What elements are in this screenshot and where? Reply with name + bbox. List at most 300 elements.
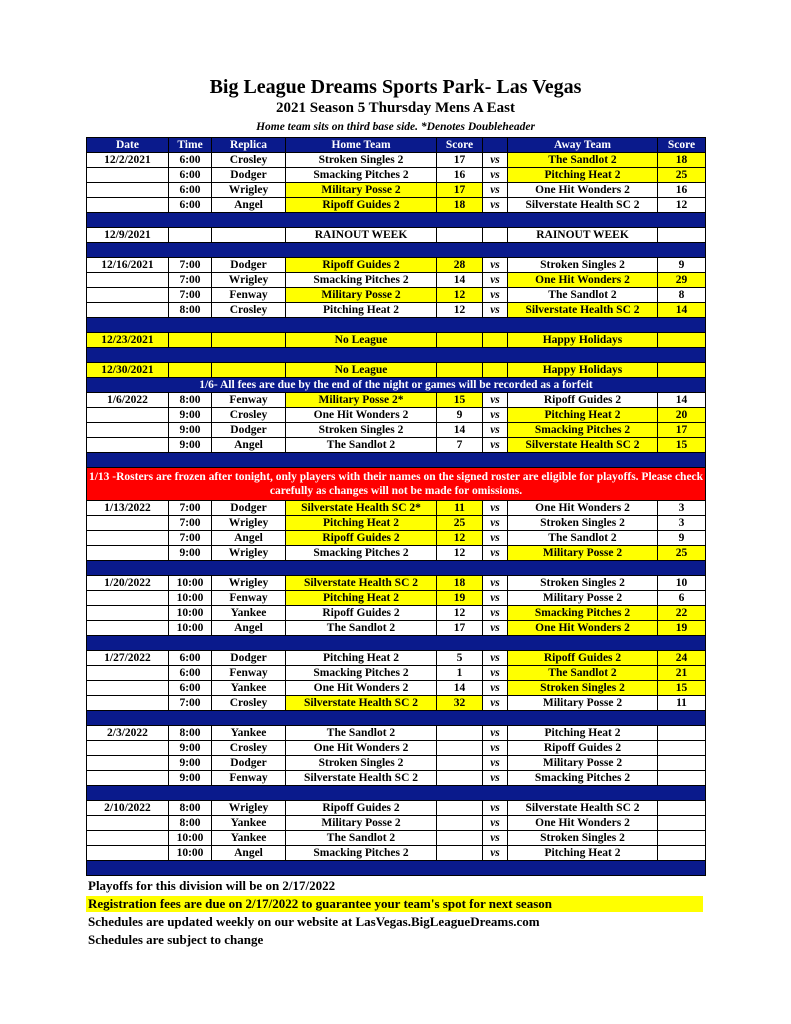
date-cell xyxy=(87,666,169,681)
away-score-cell xyxy=(658,726,706,741)
replica-cell: Yankee xyxy=(212,816,286,831)
game-row xyxy=(87,816,706,831)
away-team-cell: Military Posse 2 xyxy=(508,546,658,561)
game-row xyxy=(87,666,706,681)
replica-cell: Fenway xyxy=(212,393,286,408)
away-score-cell xyxy=(658,741,706,756)
vs-cell: vs xyxy=(483,393,508,408)
time-cell: 7:00 xyxy=(169,258,212,273)
notice-text: 1/6- All fees are due by the end of the night or games will be recorded as a forfeit xyxy=(87,378,706,393)
separator-row xyxy=(87,636,706,651)
time-cell: 6:00 xyxy=(169,651,212,666)
game-row xyxy=(87,771,706,786)
date-cell xyxy=(87,846,169,861)
date-cell: 1/20/2022 xyxy=(87,576,169,591)
separator-cell xyxy=(87,636,706,651)
date-cell xyxy=(87,273,169,288)
home-score-cell: 12 xyxy=(437,288,483,303)
game-row xyxy=(87,258,706,273)
replica-cell: Yankee xyxy=(212,831,286,846)
home-score-cell xyxy=(437,771,483,786)
page-title: Big League Dreams Sports Park- Las Vegas xyxy=(209,76,582,98)
replica-cell: Angel xyxy=(212,621,286,636)
date-cell: 12/30/2021 xyxy=(87,363,169,378)
home-score-cell: 32 xyxy=(437,696,483,711)
home-score-cell xyxy=(437,228,483,243)
game-row xyxy=(87,621,706,636)
separator-cell xyxy=(87,561,706,576)
time-cell: 10:00 xyxy=(169,621,212,636)
away-score-cell xyxy=(658,756,706,771)
away-team-cell: The Sandlot 2 xyxy=(508,153,658,168)
replica-cell: Wrigley xyxy=(212,576,286,591)
home-score-cell xyxy=(437,816,483,831)
home-score-cell xyxy=(437,726,483,741)
holiday-row xyxy=(87,333,706,348)
replica-cell: Dodger xyxy=(212,168,286,183)
schedule-table xyxy=(86,137,706,876)
away-score-cell: 17 xyxy=(658,423,706,438)
game-row xyxy=(87,153,706,168)
vs-cell: vs xyxy=(483,546,508,561)
game-row xyxy=(87,183,706,198)
time-cell: 6:00 xyxy=(169,681,212,696)
vs-cell: vs xyxy=(483,606,508,621)
date-cell: 1/27/2022 xyxy=(87,651,169,666)
home-score-cell: 15 xyxy=(437,393,483,408)
away-score-cell: 11 xyxy=(658,696,706,711)
replica-cell: Yankee xyxy=(212,726,286,741)
home-team-cell: Pitching Heat 2 xyxy=(286,303,437,318)
separator-row xyxy=(87,861,706,876)
date-cell xyxy=(87,183,169,198)
away-team-cell: One Hit Wonders 2 xyxy=(508,183,658,198)
away-team-cell: Stroken Singles 2 xyxy=(508,258,658,273)
away-score-cell: 3 xyxy=(658,516,706,531)
away-team-cell: RAINOUT WEEK xyxy=(508,228,658,243)
away-team-cell: Ripoff Guides 2 xyxy=(508,651,658,666)
home-score-cell xyxy=(437,831,483,846)
home-score-cell: 14 xyxy=(437,681,483,696)
schedule-header-row xyxy=(87,138,706,153)
home-score-cell: 17 xyxy=(437,153,483,168)
time-cell: 8:00 xyxy=(169,393,212,408)
replica-cell xyxy=(212,333,286,348)
date-cell xyxy=(87,198,169,213)
vs-cell: vs xyxy=(483,501,508,516)
game-row xyxy=(87,651,706,666)
vs-cell: vs xyxy=(483,153,508,168)
vs-cell: vs xyxy=(483,591,508,606)
vs-cell: vs xyxy=(483,288,508,303)
home-team-cell: Silverstate Health SC 2 xyxy=(286,576,437,591)
game-row xyxy=(87,198,706,213)
time-cell: 9:00 xyxy=(169,756,212,771)
home-team-cell: Ripoff Guides 2 xyxy=(286,606,437,621)
away-score-cell: 19 xyxy=(658,621,706,636)
away-score-cell: 12 xyxy=(658,198,706,213)
away-score-cell xyxy=(658,816,706,831)
date-cell: 12/2/2021 xyxy=(87,153,169,168)
away-score-cell: 14 xyxy=(658,393,706,408)
home-team-cell: Ripoff Guides 2 xyxy=(286,258,437,273)
time-cell: 8:00 xyxy=(169,801,212,816)
game-row xyxy=(87,516,706,531)
game-row xyxy=(87,168,706,183)
game-row xyxy=(87,408,706,423)
home-team-cell: One Hit Wonders 2 xyxy=(286,741,437,756)
home-team-cell: The Sandlot 2 xyxy=(286,726,437,741)
away-score-cell: 18 xyxy=(658,153,706,168)
home-score-cell xyxy=(437,846,483,861)
away-team-cell: Smacking Pitches 2 xyxy=(508,606,658,621)
game-row xyxy=(87,696,706,711)
away-team-cell: Silverstate Health SC 2 xyxy=(508,801,658,816)
home-score-cell xyxy=(437,741,483,756)
away-team-cell: Ripoff Guides 2 xyxy=(508,741,658,756)
replica-cell: Fenway xyxy=(212,288,286,303)
home-team-cell: Smacking Pitches 2 xyxy=(286,273,437,288)
separator-cell xyxy=(87,861,706,876)
date-cell xyxy=(87,816,169,831)
time-cell: 6:00 xyxy=(169,183,212,198)
away-team-cell: One Hit Wonders 2 xyxy=(508,816,658,831)
separator-row xyxy=(87,711,706,726)
time-cell: 7:00 xyxy=(169,696,212,711)
replica-cell: Yankee xyxy=(212,681,286,696)
date-cell xyxy=(87,591,169,606)
time-cell: 10:00 xyxy=(169,846,212,861)
time-cell: 10:00 xyxy=(169,576,212,591)
home-team-cell: RAINOUT WEEK xyxy=(286,228,437,243)
away-team-cell: Smacking Pitches 2 xyxy=(508,771,658,786)
vs-cell xyxy=(483,363,508,378)
home-team-note: Home team sits on third base side. *Denotes Doubleheader xyxy=(256,121,535,133)
roster-alert-row xyxy=(87,468,706,501)
away-score-cell xyxy=(658,363,706,378)
game-row xyxy=(87,591,706,606)
home-team-cell: One Hit Wonders 2 xyxy=(286,408,437,423)
time-cell: 8:00 xyxy=(169,303,212,318)
game-row xyxy=(87,831,706,846)
vs-cell: vs xyxy=(483,168,508,183)
time-cell: 7:00 xyxy=(169,516,212,531)
away-score-cell: 16 xyxy=(658,183,706,198)
away-score-cell: 10 xyxy=(658,576,706,591)
home-team-cell: Silverstate Health SC 2 xyxy=(286,696,437,711)
time-cell: 6:00 xyxy=(169,666,212,681)
time-cell: 9:00 xyxy=(169,771,212,786)
replica-cell: Wrigley xyxy=(212,546,286,561)
home-score-cell: 7 xyxy=(437,438,483,453)
vs-cell: vs xyxy=(483,831,508,846)
home-team-cell: Stroken Singles 2 xyxy=(286,423,437,438)
vs-cell: vs xyxy=(483,621,508,636)
game-row xyxy=(87,741,706,756)
away-score-cell xyxy=(658,801,706,816)
home-score-cell: 19 xyxy=(437,591,483,606)
separator-cell xyxy=(87,213,706,228)
home-score-cell xyxy=(437,333,483,348)
home-score-cell: 17 xyxy=(437,621,483,636)
separator-cell xyxy=(87,711,706,726)
date-cell xyxy=(87,831,169,846)
vs-cell: vs xyxy=(483,183,508,198)
replica-cell: Wrigley xyxy=(212,801,286,816)
playoffs-note: Playoffs for this division will be on 2/17/2022 xyxy=(88,878,336,893)
date-cell xyxy=(87,741,169,756)
time-cell: 9:00 xyxy=(169,408,212,423)
replica-cell: Crosley xyxy=(212,696,286,711)
home-score-cell: 16 xyxy=(437,168,483,183)
date-cell xyxy=(87,696,169,711)
home-score-cell: 18 xyxy=(437,198,483,213)
game-row xyxy=(87,846,706,861)
vs-cell: vs xyxy=(483,756,508,771)
col-home-score: Score xyxy=(437,138,483,153)
away-team-cell: Smacking Pitches 2 xyxy=(508,423,658,438)
home-team-cell: Stroken Singles 2 xyxy=(286,756,437,771)
col-time: Time xyxy=(169,138,212,153)
separator-row xyxy=(87,318,706,333)
date-cell xyxy=(87,771,169,786)
separator-cell xyxy=(87,786,706,801)
home-team-cell: Smacking Pitches 2 xyxy=(286,846,437,861)
away-team-cell: Silverstate Health SC 2 xyxy=(508,303,658,318)
home-team-cell: Ripoff Guides 2 xyxy=(286,801,437,816)
vs-cell: vs xyxy=(483,198,508,213)
vs-cell: vs xyxy=(483,681,508,696)
away-score-cell xyxy=(658,333,706,348)
col-home-team: Home Team xyxy=(286,138,437,153)
home-team-cell: Pitching Heat 2 xyxy=(286,651,437,666)
time-cell: 9:00 xyxy=(169,546,212,561)
away-score-cell xyxy=(658,228,706,243)
time-cell: 6:00 xyxy=(169,153,212,168)
home-score-cell: 5 xyxy=(437,651,483,666)
away-score-cell: 9 xyxy=(658,531,706,546)
away-score-cell: 20 xyxy=(658,408,706,423)
home-team-cell: The Sandlot 2 xyxy=(286,621,437,636)
home-team-cell: Smacking Pitches 2 xyxy=(286,546,437,561)
away-team-cell: Pitching Heat 2 xyxy=(508,726,658,741)
time-cell: 7:00 xyxy=(169,531,212,546)
game-row xyxy=(87,303,706,318)
date-cell xyxy=(87,516,169,531)
away-team-cell: Happy Holidays xyxy=(508,363,658,378)
time-cell xyxy=(169,228,212,243)
home-team-cell: Smacking Pitches 2 xyxy=(286,666,437,681)
vs-cell: vs xyxy=(483,408,508,423)
away-team-cell: Stroken Singles 2 xyxy=(508,516,658,531)
away-score-cell: 29 xyxy=(658,273,706,288)
home-score-cell: 1 xyxy=(437,666,483,681)
schedule-body xyxy=(87,153,706,876)
vs-cell: vs xyxy=(483,846,508,861)
col-away-score: Score xyxy=(658,138,706,153)
game-row xyxy=(87,531,706,546)
home-score-cell: 18 xyxy=(437,576,483,591)
time-cell xyxy=(169,333,212,348)
replica-cell xyxy=(212,228,286,243)
home-score-cell: 12 xyxy=(437,303,483,318)
time-cell: 9:00 xyxy=(169,423,212,438)
home-team-cell: Stroken Singles 2 xyxy=(286,153,437,168)
home-team-cell: The Sandlot 2 xyxy=(286,831,437,846)
time-cell: 9:00 xyxy=(169,741,212,756)
holiday-row xyxy=(87,363,706,378)
vs-cell: vs xyxy=(483,726,508,741)
replica-cell: Angel xyxy=(212,846,286,861)
home-team-cell: Pitching Heat 2 xyxy=(286,516,437,531)
away-team-cell: Silverstate Health SC 2 xyxy=(508,198,658,213)
separator-row xyxy=(87,786,706,801)
away-score-cell: 9 xyxy=(658,258,706,273)
home-score-cell xyxy=(437,363,483,378)
date-cell xyxy=(87,288,169,303)
time-cell: 9:00 xyxy=(169,438,212,453)
away-score-cell xyxy=(658,771,706,786)
vs-cell: vs xyxy=(483,531,508,546)
vs-cell: vs xyxy=(483,273,508,288)
replica-cell: Wrigley xyxy=(212,516,286,531)
date-cell xyxy=(87,531,169,546)
home-team-cell: Smacking Pitches 2 xyxy=(286,168,437,183)
game-row xyxy=(87,726,706,741)
away-team-cell: Pitching Heat 2 xyxy=(508,846,658,861)
game-row xyxy=(87,606,706,621)
vs-cell: vs xyxy=(483,258,508,273)
date-cell xyxy=(87,756,169,771)
separator-row xyxy=(87,213,706,228)
away-score-cell: 14 xyxy=(658,303,706,318)
separator-cell xyxy=(87,318,706,333)
replica-cell: Wrigley xyxy=(212,183,286,198)
notice-row xyxy=(87,378,706,393)
col-replica: Replica xyxy=(212,138,286,153)
away-team-cell: Military Posse 2 xyxy=(508,756,658,771)
col-away-team: Away Team xyxy=(508,138,658,153)
home-score-cell: 28 xyxy=(437,258,483,273)
away-team-cell: Stroken Singles 2 xyxy=(508,576,658,591)
replica-cell: Wrigley xyxy=(212,273,286,288)
away-score-cell: 25 xyxy=(658,546,706,561)
replica-cell: Dodger xyxy=(212,501,286,516)
vs-cell: vs xyxy=(483,576,508,591)
replica-cell: Dodger xyxy=(212,423,286,438)
game-row xyxy=(87,681,706,696)
separator-row xyxy=(87,243,706,258)
vs-cell: vs xyxy=(483,741,508,756)
home-team-cell: The Sandlot 2 xyxy=(286,438,437,453)
date-cell xyxy=(87,546,169,561)
home-team-cell: No League xyxy=(286,333,437,348)
replica-cell: Crosley xyxy=(212,408,286,423)
separator-row xyxy=(87,453,706,468)
away-score-cell xyxy=(658,831,706,846)
game-row xyxy=(87,288,706,303)
home-score-cell: 14 xyxy=(437,273,483,288)
replica-cell: Dodger xyxy=(212,756,286,771)
vs-cell: vs xyxy=(483,516,508,531)
away-team-cell: One Hit Wonders 2 xyxy=(508,501,658,516)
game-row xyxy=(87,546,706,561)
vs-cell xyxy=(483,228,508,243)
away-score-cell: 15 xyxy=(658,438,706,453)
date-cell xyxy=(87,621,169,636)
col-date: Date xyxy=(87,138,169,153)
date-cell xyxy=(87,681,169,696)
away-team-cell: Pitching Heat 2 xyxy=(508,168,658,183)
home-score-cell: 12 xyxy=(437,531,483,546)
away-score-cell: 15 xyxy=(658,681,706,696)
time-cell xyxy=(169,363,212,378)
date-cell xyxy=(87,423,169,438)
game-row xyxy=(87,228,706,243)
vs-cell: vs xyxy=(483,423,508,438)
date-cell: 2/3/2022 xyxy=(87,726,169,741)
date-cell: 12/16/2021 xyxy=(87,258,169,273)
away-team-cell: The Sandlot 2 xyxy=(508,666,658,681)
away-team-cell: Ripoff Guides 2 xyxy=(508,393,658,408)
game-row xyxy=(87,423,706,438)
time-cell: 8:00 xyxy=(169,816,212,831)
home-team-cell: Pitching Heat 2 xyxy=(286,591,437,606)
away-team-cell: Stroken Singles 2 xyxy=(508,831,658,846)
replica-cell: Fenway xyxy=(212,771,286,786)
separator-row xyxy=(87,561,706,576)
home-score-cell xyxy=(437,801,483,816)
away-team-cell: Happy Holidays xyxy=(508,333,658,348)
time-cell: 10:00 xyxy=(169,606,212,621)
date-cell: 12/9/2021 xyxy=(87,228,169,243)
date-cell: 1/13/2022 xyxy=(87,501,169,516)
home-score-cell xyxy=(437,756,483,771)
away-team-cell: Military Posse 2 xyxy=(508,696,658,711)
date-cell xyxy=(87,438,169,453)
date-cell xyxy=(87,168,169,183)
away-score-cell: 22 xyxy=(658,606,706,621)
replica-cell: Fenway xyxy=(212,666,286,681)
time-cell: 7:00 xyxy=(169,501,212,516)
replica-cell xyxy=(212,363,286,378)
replica-cell: Angel xyxy=(212,438,286,453)
vs-cell: vs xyxy=(483,438,508,453)
home-team-cell: Military Posse 2* xyxy=(286,393,437,408)
date-cell: 12/23/2021 xyxy=(87,333,169,348)
roster-alert-text: 1/13 -Rosters are frozen after tonight, only players with their names on the signed roster are eligible for playoffs. Please check carefully as changes will not be made for omissions. xyxy=(87,468,706,501)
vs-cell: vs xyxy=(483,303,508,318)
away-score-cell: 24 xyxy=(658,651,706,666)
away-score-cell xyxy=(658,846,706,861)
replica-cell: Crosley xyxy=(212,153,286,168)
replica-cell: Fenway xyxy=(212,591,286,606)
date-cell xyxy=(87,408,169,423)
home-team-cell: One Hit Wonders 2 xyxy=(286,681,437,696)
game-row xyxy=(87,576,706,591)
separator-cell xyxy=(87,243,706,258)
away-team-cell: Stroken Singles 2 xyxy=(508,681,658,696)
vs-cell: vs xyxy=(483,696,508,711)
replica-cell: Angel xyxy=(212,531,286,546)
time-cell: 6:00 xyxy=(169,168,212,183)
away-team-cell: Military Posse 2 xyxy=(508,591,658,606)
time-cell: 6:00 xyxy=(169,198,212,213)
time-cell: 7:00 xyxy=(169,273,212,288)
vs-cell: vs xyxy=(483,816,508,831)
registration-note: Registration fees are due on 2/17/2022 to guarantee your team's spot for next season xyxy=(86,896,703,912)
date-cell xyxy=(87,303,169,318)
